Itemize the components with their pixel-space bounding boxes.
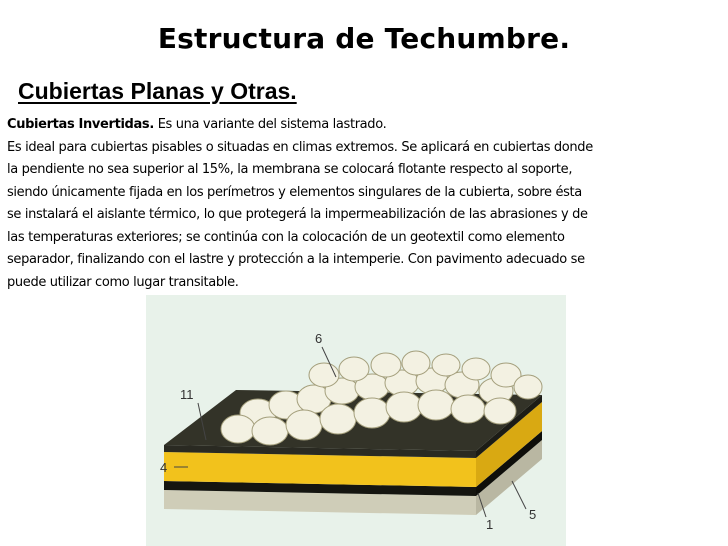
gravel-stone — [252, 417, 288, 445]
body-line: siendo únicamente fijada en los perímetros y elementos singulares de la cubierta, sobre ésta — [7, 184, 582, 200]
body-line: las temperaturas exteriores; se continúa con la colocación de un geotextil como elemento — [7, 229, 565, 245]
lead-bold: Cubiertas Invertidas. — [7, 117, 154, 132]
roof-section-illustration — [146, 295, 566, 546]
gravel-stone — [484, 398, 516, 424]
label-support: 5 — [529, 507, 537, 522]
gravel-stone — [432, 354, 460, 376]
gravel-stone — [354, 398, 390, 428]
label-membrane: 1 — [486, 517, 494, 532]
leader-line-support — [512, 481, 526, 509]
gravel-stone — [221, 415, 255, 443]
page-title: Estructura de Techumbre. — [157, 22, 571, 55]
gravel-stone — [309, 363, 339, 387]
body-line: puede utilizar como lugar transitable. — [7, 274, 239, 290]
gravel-stone — [286, 410, 322, 440]
gravel-stone — [514, 375, 542, 399]
gravel-stone — [386, 392, 422, 422]
insulation-layer-front — [164, 452, 476, 487]
lead-rest: Es una variante del sistema lastrado. — [153, 117, 387, 132]
gravel-stone — [451, 395, 485, 423]
label-gravel: 6 — [315, 331, 323, 346]
body-line: la pendiente no sea superior al 15%, la membrana se colocará flotante respecto al soporte, — [7, 162, 573, 177]
body-line: se instalará el aislante térmico, lo que protegerá la impermeabilización de las abrasiones y de — [7, 207, 588, 222]
body-lead-line — [7, 114, 725, 137]
label-geotextile: 11 — [180, 387, 194, 402]
body-line: Es ideal para cubiertas pisables o situadas en climas extremos. Se aplicará en cubiertas donde — [7, 139, 593, 155]
label-insulation: 4 — [160, 460, 168, 475]
body-line: separador, finalizando con el lastre y protección a la intemperie. Con pavimento adecuado se — [7, 252, 585, 267]
gravel-stone — [320, 404, 356, 434]
section-subtitle: Cubiertas Planas y Otras. — [18, 78, 297, 104]
gravel-stone — [402, 351, 430, 375]
body-text — [7, 114, 725, 294]
gravel-stone — [339, 357, 369, 381]
gravel-stone — [418, 390, 454, 420]
gravel-stone — [371, 353, 401, 377]
gravel-stone — [462, 358, 490, 380]
roof-section-svg — [146, 295, 566, 546]
